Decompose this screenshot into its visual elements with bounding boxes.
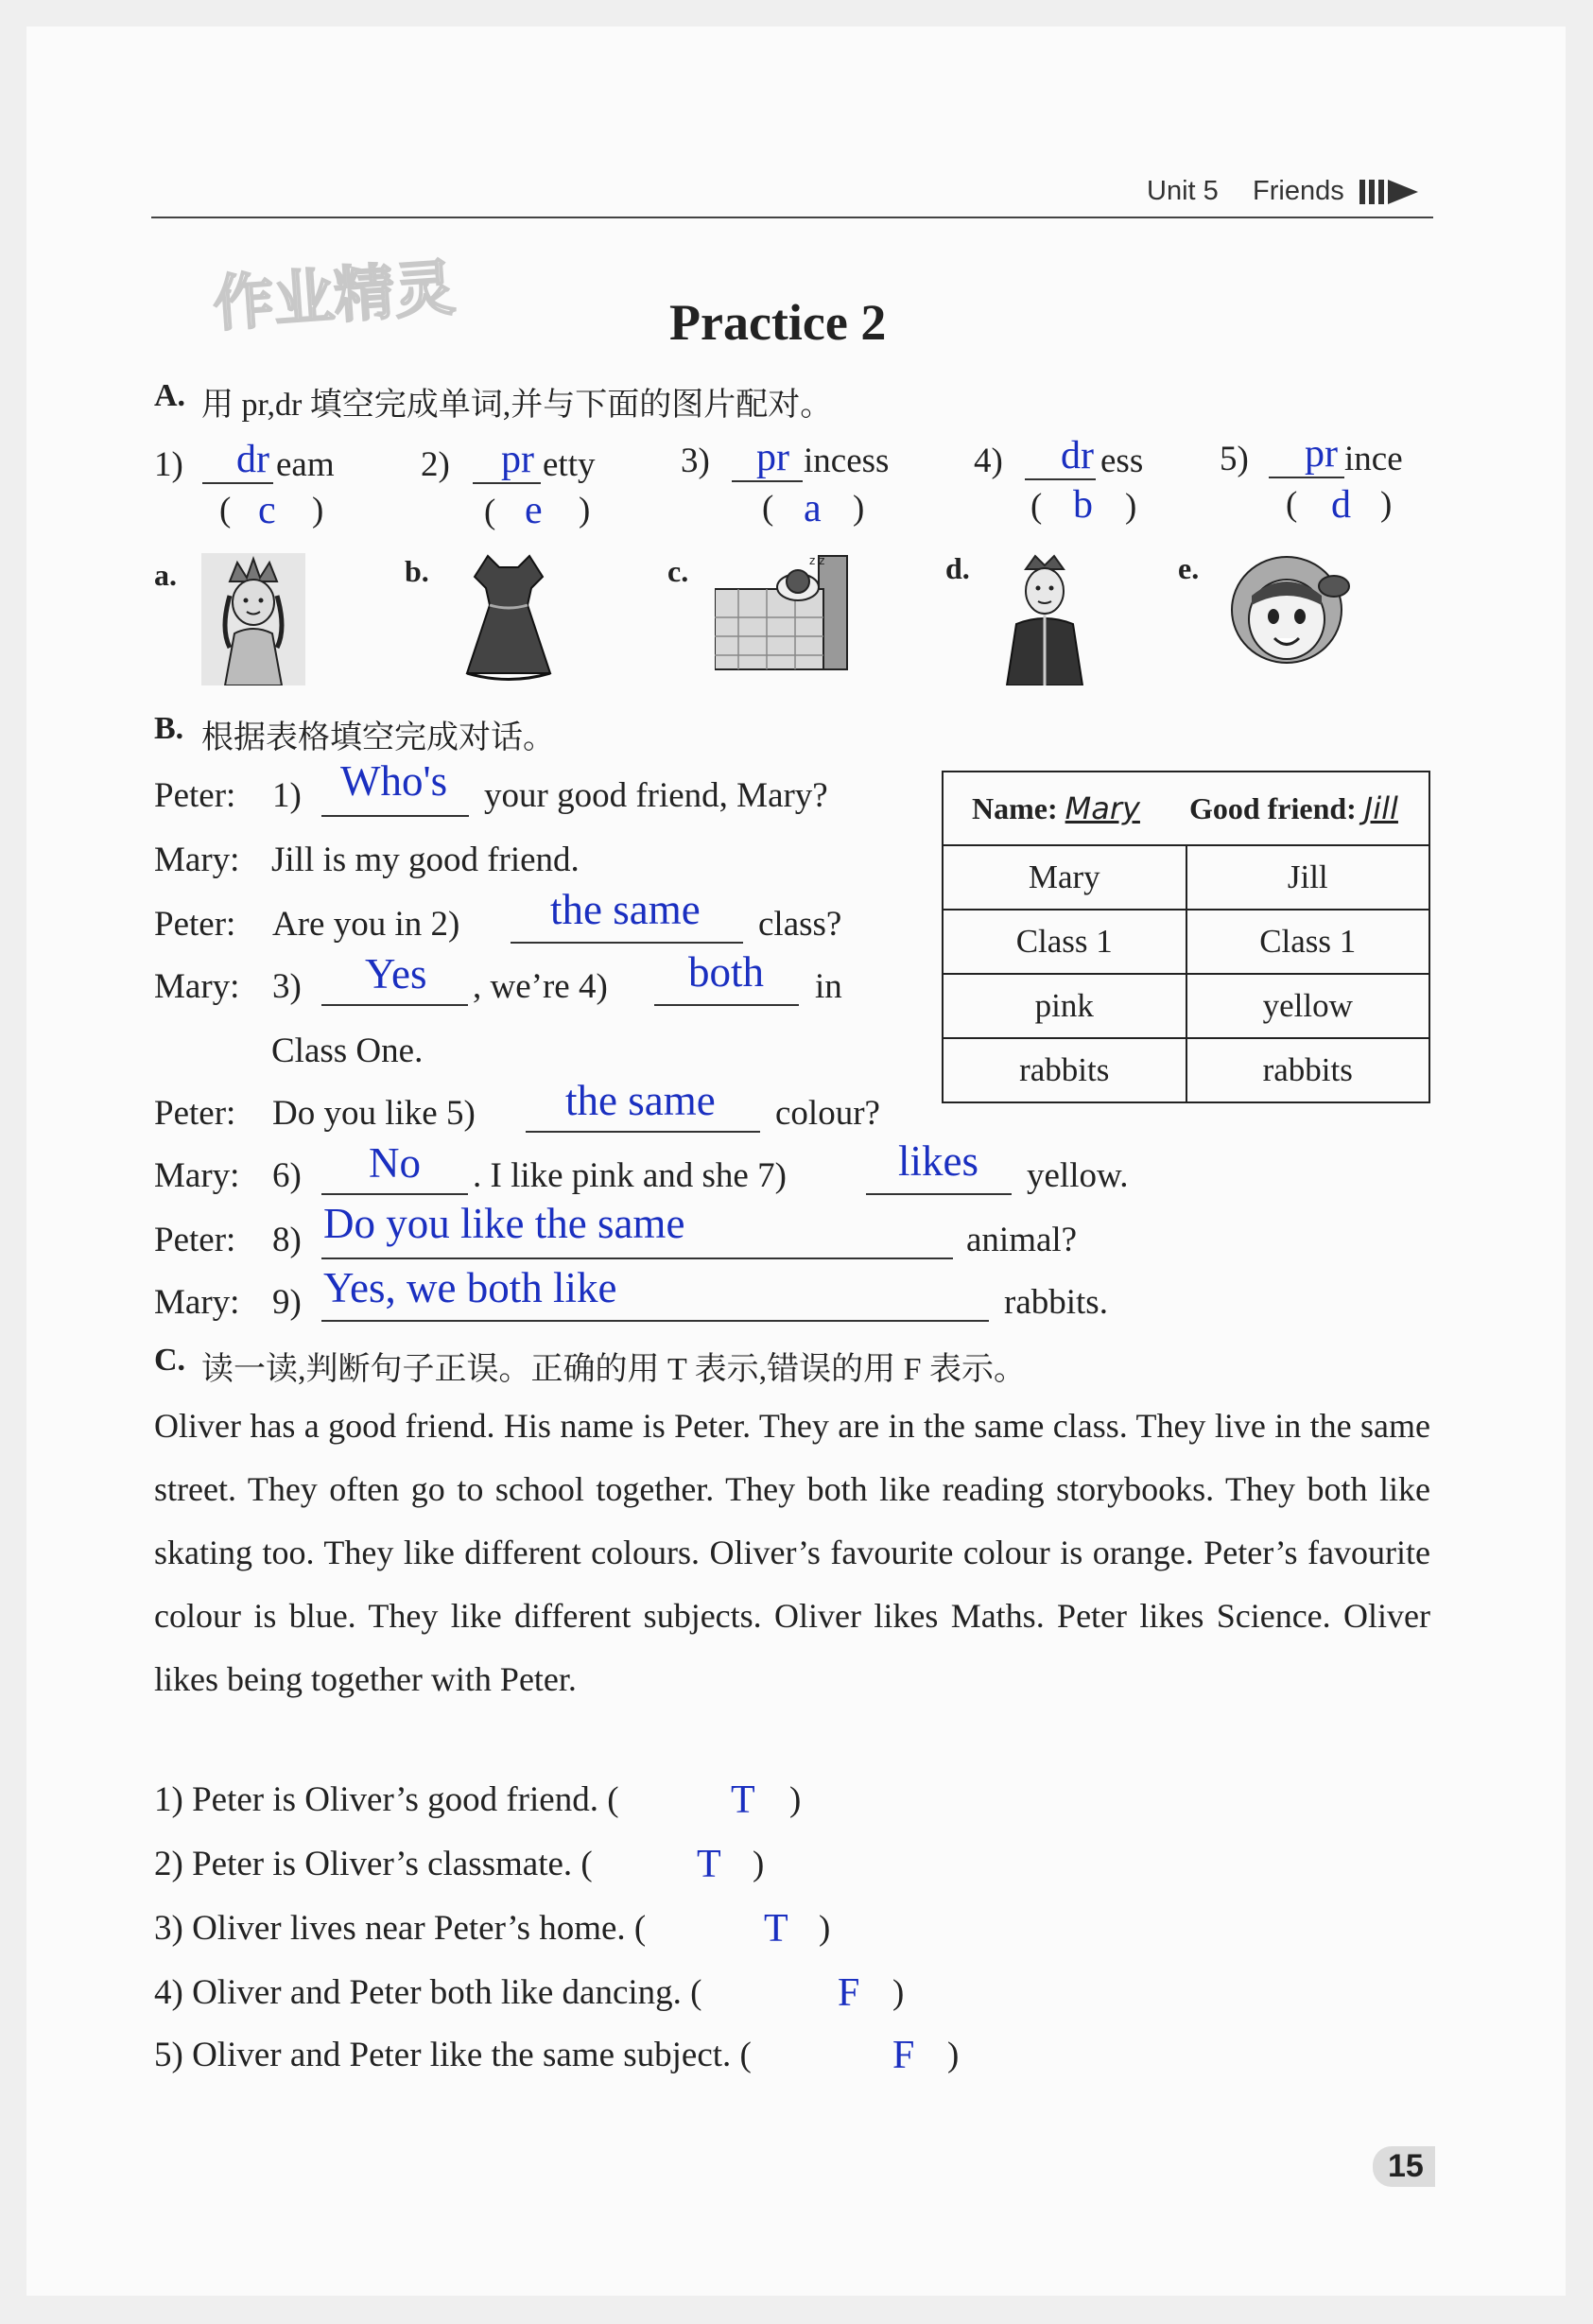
b-line-8-pre: 8) [272, 1221, 302, 1259]
arrow-bars-icon [1359, 178, 1426, 206]
b-answer-6: No [369, 1139, 421, 1187]
b-answer-5: the same [565, 1077, 716, 1124]
dress-icon [452, 548, 565, 685]
friend-label: Good friend: [1188, 791, 1357, 825]
watermark: 作业精灵 [211, 253, 458, 338]
table-cell: Class 1 [943, 910, 1186, 974]
a-item-3-suffix: incess [804, 442, 890, 480]
question-3-close: ) [819, 1909, 831, 1948]
a-item-2-blank[interactable] [473, 482, 541, 484]
a-item-3-paren-close: ) [853, 489, 865, 528]
b-line-7-pre: 6) [272, 1156, 302, 1195]
sleeping-boy-icon [715, 551, 852, 674]
question-4-answer: F [838, 1971, 860, 2015]
question-1: 1) Peter is Oliver’s good friend. ( [154, 1780, 619, 1819]
b-line-2-text: Jill is my good friend. [271, 841, 580, 879]
table-cell: Jill [1186, 845, 1430, 910]
friend-value: Jill [1363, 790, 1398, 826]
question-3: 3) Oliver lives near Peter’s home. ( [154, 1909, 647, 1948]
name-value: Mary [1065, 790, 1140, 826]
section-c-instruction: 读一读,判断句子正误。正确的用 T 表示,错误的用 F 表示。 [201, 1352, 1027, 1387]
b-blank-1[interactable] [321, 815, 469, 817]
section-a-letter: A. [154, 378, 186, 413]
a-item-3-answer: pr [756, 436, 789, 479]
b-line-4-pre: 3) [272, 967, 302, 1006]
question-2-answer: T [697, 1843, 721, 1886]
question-2-close: ) [753, 1845, 765, 1883]
b-line-4-mid: , we’re 4) [473, 967, 608, 1006]
a-item-4-num: 4) [974, 442, 1003, 480]
b-blank-8[interactable] [321, 1257, 953, 1259]
question-5: 5) Oliver and Peter like the same subject. ( [154, 2036, 752, 2074]
pretty-girl-icon [1225, 548, 1353, 671]
b-line-2-speaker: Mary: [154, 841, 240, 879]
b-blank-9[interactable] [321, 1320, 989, 1322]
section-c-letter: C. [154, 1343, 186, 1378]
table-cell: Mary [943, 845, 1186, 910]
b-line-1-pre: 1) [272, 776, 302, 815]
a-item-2-suffix: etty [543, 445, 596, 484]
question-4: 4) Oliver and Peter both like dancing. ( [154, 1973, 702, 2012]
section-b-instruction: 根据表格填空完成对话。 [201, 720, 555, 755]
b-blank-2[interactable] [511, 942, 743, 944]
unit-label: Unit 5 [1147, 176, 1219, 206]
question-5-answer: F [892, 2034, 915, 2077]
question-1-close: ) [789, 1780, 802, 1819]
b-line-8-post: animal? [966, 1221, 1078, 1259]
b-answer-4: both [688, 948, 765, 996]
b-line-3-pre: Are you in 2) [272, 905, 460, 944]
b-blank-6[interactable] [321, 1193, 468, 1195]
a-item-1-paren-close: ) [312, 491, 324, 529]
b-line-1-post: your good friend, Mary? [484, 776, 828, 815]
table-row [943, 910, 1429, 974]
b-line-6-speaker: Peter: [154, 1094, 236, 1133]
a-item-3-num: 3) [681, 442, 710, 480]
pic-e-label: e. [1178, 551, 1200, 585]
b-line-9-pre: 9) [272, 1283, 302, 1322]
b-line-3-post: class? [758, 905, 842, 944]
a-item-4-match: b [1073, 483, 1093, 527]
b-line-7-speaker: Mary: [154, 1156, 240, 1195]
table-row [943, 845, 1429, 910]
name-label: Name: [972, 791, 1058, 825]
b-line-6-post: colour? [775, 1094, 880, 1133]
a-item-5-answer: pr [1305, 432, 1338, 476]
table-cell: yellow [1186, 974, 1430, 1038]
page-number: 15 [1373, 2146, 1435, 2187]
a-item-4-answer: dr [1061, 434, 1094, 477]
prince-icon [993, 548, 1097, 685]
pic-b-label: b. [405, 554, 429, 588]
b-line-9-post: rabbits. [1004, 1283, 1108, 1322]
reading-passage: Oliver has a good friend. His name is Peter. They are in the same class. They live in the same street. They often go to school together. They both like reading storybooks. They both like skating too. They like different colours. Oliver’s favourite colour is orange. Peter’s favourite colour is blue. They like different subjects. Oliver likes Maths. Peter likes Science. Oliver likes being together with Peter. [154, 1407, 1430, 1698]
b-answer-2: the same [550, 886, 701, 933]
workbook-page [26, 26, 1566, 2296]
question-3-answer: T [764, 1907, 788, 1951]
a-item-2-paren-open: ( [484, 493, 496, 531]
question-2: 2) Peter is Oliver’s classmate. ( [154, 1845, 593, 1883]
b-line-7-post: yellow. [1027, 1156, 1129, 1195]
a-item-5-match: d [1331, 483, 1351, 527]
b-line-7-mid: . I like pink and she 7) [473, 1156, 787, 1195]
section-a-instruction: 用 pr,dr 填空完成单词,并与下面的图片配对。 [201, 388, 833, 423]
table-row [943, 1038, 1429, 1102]
b-line-9-speaker: Mary: [154, 1283, 240, 1322]
practice-title: Practice 2 [669, 294, 887, 351]
a-item-2-num: 2) [421, 445, 450, 484]
b-answer-3: Yes [365, 950, 427, 997]
b-line-1-speaker: Peter: [154, 776, 236, 815]
a-item-1-paren-open: ( [219, 491, 232, 529]
a-item-2-paren-close: ) [579, 491, 591, 529]
b-answer-8: Do you like the same [323, 1200, 685, 1247]
a-item-5-suffix: ince [1344, 440, 1403, 478]
a-item-2-answer: pr [501, 438, 534, 481]
a-item-4-paren-open: ( [1030, 487, 1043, 526]
table-header-row [943, 772, 1429, 845]
a-item-4-blank[interactable] [1025, 478, 1096, 480]
b-line-3-speaker: Peter: [154, 905, 236, 944]
a-item-1-match: c [258, 489, 276, 532]
table-cell: rabbits [943, 1038, 1186, 1102]
b-blank-7[interactable] [866, 1193, 1012, 1195]
question-5-close: ) [947, 2036, 960, 2074]
b-line-6-pre: Do you like 5) [272, 1094, 476, 1133]
b-line-4-speaker: Mary: [154, 967, 240, 1006]
b-answer-9: Yes, we both like [323, 1264, 617, 1311]
princess-icon [201, 553, 305, 685]
section-b-letter: B. [154, 711, 184, 746]
a-item-1-answer: dr [236, 438, 269, 481]
b-line-5-text: Class One. [271, 1032, 424, 1070]
info-table [942, 771, 1430, 1103]
a-item-3-blank[interactable] [732, 480, 803, 482]
b-line-4-post: in [815, 967, 842, 1006]
b-blank-5[interactable] [526, 1131, 760, 1133]
table-cell: pink [943, 974, 1186, 1038]
a-item-2-match: e [525, 489, 543, 532]
a-item-5-paren-close: ) [1380, 485, 1393, 524]
question-4-close: ) [892, 1973, 905, 2012]
b-line-8-speaker: Peter: [154, 1221, 236, 1259]
question-1-answer: T [731, 1778, 755, 1822]
a-item-4-suffix: ess [1100, 442, 1144, 480]
pic-a-label: a. [154, 558, 177, 592]
a-item-3-paren-open: ( [762, 489, 774, 528]
b-blank-3[interactable] [321, 1004, 468, 1006]
a-item-1-num: 1) [154, 445, 183, 484]
a-item-1-blank[interactable] [202, 482, 273, 484]
unit-title: Friends [1253, 176, 1344, 206]
a-item-4-paren-close: ) [1125, 487, 1137, 526]
b-blank-4[interactable] [654, 1004, 799, 1006]
header-rule [151, 217, 1433, 218]
pic-c-label: c. [667, 554, 689, 588]
a-item-3-match: a [804, 487, 822, 530]
table-row [943, 974, 1429, 1038]
table-cell: Class 1 [1186, 910, 1430, 974]
b-answer-1: Who's [340, 757, 448, 805]
pic-d-label: d. [945, 551, 970, 585]
b-answer-7: likes [898, 1137, 978, 1185]
a-item-5-num: 5) [1220, 440, 1249, 478]
svg-text:z z: z z [809, 554, 825, 567]
table-cell: rabbits [1186, 1038, 1430, 1102]
a-item-5-blank[interactable] [1269, 477, 1344, 478]
a-item-1-suffix: eam [276, 445, 335, 484]
a-item-5-paren-open: ( [1286, 485, 1298, 524]
